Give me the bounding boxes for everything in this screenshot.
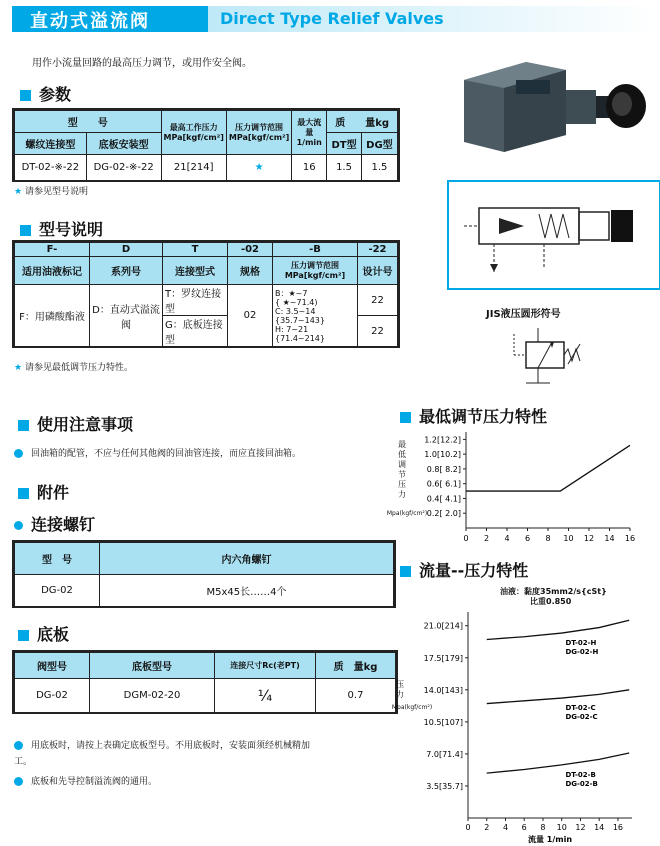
star-icon: ★ <box>14 187 23 197</box>
x-tick-label: 16 <box>624 534 636 543</box>
cell-range: ★ <box>226 155 291 181</box>
series-line <box>487 753 629 773</box>
accessories-heading: 附件 <box>18 480 69 503</box>
code-d: D <box>90 243 163 257</box>
y-tick-label: 1.0[10.2] <box>424 450 461 460</box>
cell-fluid: F：用磷酸酯液 <box>15 285 90 347</box>
section-square-icon <box>20 225 31 236</box>
label-size: 规格 <box>228 257 273 285</box>
x-tick-label: 14 <box>594 823 605 832</box>
bolts-table <box>12 540 396 608</box>
series-line <box>466 445 630 491</box>
sp-size: ¼ <box>215 679 316 713</box>
bullet-dot-icon <box>14 449 23 458</box>
star-icon: ★ <box>14 363 23 373</box>
series-label: DG-02-H <box>565 648 599 657</box>
label-conn: 连接型式 <box>163 257 228 285</box>
section-square-icon <box>400 412 411 423</box>
section-square-icon <box>18 420 29 431</box>
range-b-kgf: { ★~71.4) <box>275 297 318 307</box>
y-tick-label: 10.5[107] <box>423 717 463 727</box>
h-pmax: 最高工作压力MPa[kgf/cm²] <box>161 111 226 155</box>
subplate-heading: 底板 <box>18 622 69 645</box>
label-design: 设计号 <box>358 257 398 285</box>
valve-photo <box>456 40 656 170</box>
cell-conn-t: T：罗纹连接型 <box>163 285 228 316</box>
flow-pressure-chart <box>420 606 640 844</box>
h-thread: 螺纹连接型 <box>15 133 87 155</box>
y-tick-label: 0.6[ 6.1] <box>426 479 461 489</box>
x-tick-label: 12 <box>583 534 595 543</box>
cell-design-2: 22 <box>358 316 398 347</box>
flow-chart-ylabel: 压力 <box>396 680 404 699</box>
min-chart-heading: 最低调节压力特性 <box>400 404 547 427</box>
x-tick-label: 0 <box>463 534 469 543</box>
series-label: DT-02-C <box>565 704 596 713</box>
x-tick-label: 4 <box>504 534 510 543</box>
model-note: ★ 请参见最低调节压力特性。 <box>14 363 133 373</box>
subplate-note-2: 底板和先导控制溢流阀的通用。 <box>14 774 157 787</box>
subplate-table <box>12 650 398 714</box>
x-tick-label: 6 <box>521 823 527 832</box>
oil-line-2: 比重0.850 <box>530 597 572 606</box>
params-heading: 参数 <box>20 82 71 105</box>
bullet-dot-icon <box>14 777 23 786</box>
x-tick-label: 16 <box>612 823 624 832</box>
section-square-icon <box>18 630 29 641</box>
intro-text: 用作小流量回路的最高压力调节，或用作安全阀。 <box>32 58 252 69</box>
range-c-kgf: {35.7~143} <box>275 315 325 325</box>
x-tick-label: 10 <box>563 534 574 543</box>
bullet-dot-icon <box>14 741 23 750</box>
cell-dt: 1.5 <box>327 155 362 181</box>
code-t: T <box>163 243 228 257</box>
label-range: 压力调节范围MPa[kgf/cm²] <box>273 257 358 285</box>
label-fluid: 适用油液标记 <box>15 257 90 285</box>
code-f: F- <box>15 243 90 257</box>
h-flow: 最大流量1/min <box>292 111 327 155</box>
sp-h-mass: 质 量kg <box>316 653 396 679</box>
sp-valve: DG-02 <box>15 679 90 713</box>
h-type: 型 号 <box>15 111 162 133</box>
title-cn: 直动式溢流阀 <box>30 11 150 32</box>
x-tick-label: 12 <box>575 823 586 832</box>
range-h-kgf: {71.4~214} <box>275 333 325 343</box>
y-tick-label: 17.5[179] <box>423 653 463 663</box>
code-22: -22 <box>358 243 398 257</box>
series-label: DT-02-B <box>565 770 596 779</box>
label-series: 系列号 <box>90 257 163 285</box>
cell-conn-g: G：底板连接型 <box>163 316 228 347</box>
subplate-note-1: 用底板时，请按上表确定底板型号。不用底板时，安装面须经机械精加工。 <box>14 741 311 767</box>
min-pressure-chart <box>410 428 650 553</box>
sp-h-size: 连接尺寸Rc(老PT) <box>215 653 316 679</box>
y-tick-label: 7.0[71.4] <box>426 749 463 759</box>
section-drawing <box>447 180 660 290</box>
bolts-heading: 连接螺钉 <box>14 512 95 535</box>
code-02: -02 <box>228 243 273 257</box>
y-tick-label: 3.5[35.7] <box>426 781 463 791</box>
jis-symbol <box>508 328 588 388</box>
bolt-h-spec: 内六角螺钉 <box>100 543 394 575</box>
cell-pmax: 21[214] <box>161 155 226 181</box>
section-square-icon <box>20 90 31 101</box>
jis-label: JIS液压圆形符号 <box>486 309 561 320</box>
model-heading: 型号说明 <box>20 217 103 240</box>
sp-h-valve: 阀型号 <box>15 653 90 679</box>
x-tick-label: 10 <box>556 823 567 832</box>
x-tick-label: 4 <box>502 823 509 832</box>
series-label: DG-02-C <box>565 713 598 722</box>
h-dg: DG型 <box>361 133 397 155</box>
x-tick-label: 2 <box>483 534 490 543</box>
usage-heading: 使用注意事项 <box>18 412 133 435</box>
bullet-dot-icon <box>14 521 23 530</box>
cell-flow: 16 <box>292 155 327 181</box>
section-square-icon <box>18 488 29 499</box>
oil-line-1: 油液：黏度35mm2/s{cSt} <box>500 587 607 596</box>
range-b: B：★~7 <box>275 288 308 298</box>
cell-dg: 1.5 <box>361 155 397 181</box>
cell-plate: DG-02-※-22 <box>86 155 161 181</box>
bolt-spec: M5x45长……4个 <box>100 575 394 607</box>
h-range: 压力调节范围MPa[kgf/cm²] <box>226 111 291 155</box>
usage-text: 回油箱的配管，不应与任何其他阀的回油管连接，而应直接回油箱。 <box>14 446 301 459</box>
y-tick-label: 0.4[ 4.1] <box>426 494 461 504</box>
flow-chart-heading: 流量--压力特性 <box>400 558 528 581</box>
series-label: DG-02-B <box>565 779 598 788</box>
h-plate: 底板安装型 <box>86 133 161 155</box>
series-line <box>487 620 629 639</box>
bolt-model: DG-02 <box>15 575 100 607</box>
h-mass: 质 量kg <box>327 111 398 133</box>
h-dt: DT型 <box>327 133 362 155</box>
y-tick-label: 21.0[214] <box>423 621 463 631</box>
x-tick-label: 14 <box>604 534 615 543</box>
section-square-icon <box>400 566 411 577</box>
y-tick-label: 1.2[12.2] <box>424 435 461 445</box>
x-tick-label: 2 <box>484 823 490 832</box>
cell-range-list <box>273 285 358 347</box>
x-tick-label: 8 <box>545 534 551 543</box>
cell-thread: DT-02-※-22 <box>15 155 87 181</box>
params-table <box>12 108 400 182</box>
sp-h-model: 底板型号 <box>90 653 215 679</box>
sp-mass: 0.7 <box>316 679 396 713</box>
series-label: DT-02-H <box>565 639 597 648</box>
code-b: -B <box>273 243 358 257</box>
y-tick-label: 0.8[ 8.2] <box>426 464 461 474</box>
cell-size: 02 <box>228 285 273 347</box>
bolt-h-model: 型 号 <box>15 543 100 575</box>
params-note: ★ 请参见型号说明 <box>14 187 88 197</box>
x-tick-label: 6 <box>524 534 531 543</box>
range-c: C: 3.5~14 <box>275 306 316 316</box>
flow-chart-yunit: Mpa(kgf/cm²) <box>391 704 433 711</box>
y-tick-label: 14.0[143] <box>423 685 463 695</box>
series-line <box>487 690 629 704</box>
sp-model: DGM-02-20 <box>90 679 215 713</box>
x-axis-label: 流量 1/min <box>527 835 573 844</box>
range-h: H: 7~21 <box>275 324 309 334</box>
min-chart-yunit: Mpa(kgf/cm²) <box>386 510 428 517</box>
model-table <box>12 240 400 348</box>
y-tick-label: 0.2[ 2.0] <box>426 509 461 519</box>
cell-series: D：直动式溢流阀 <box>90 285 163 347</box>
x-tick-label: 0 <box>465 823 471 832</box>
title-en: Direct Type Relief Valves <box>220 9 444 28</box>
cell-design-1: 22 <box>358 285 398 316</box>
x-tick-label: 8 <box>540 823 546 832</box>
min-chart-ylabel: 最低调节压力 <box>398 440 406 499</box>
